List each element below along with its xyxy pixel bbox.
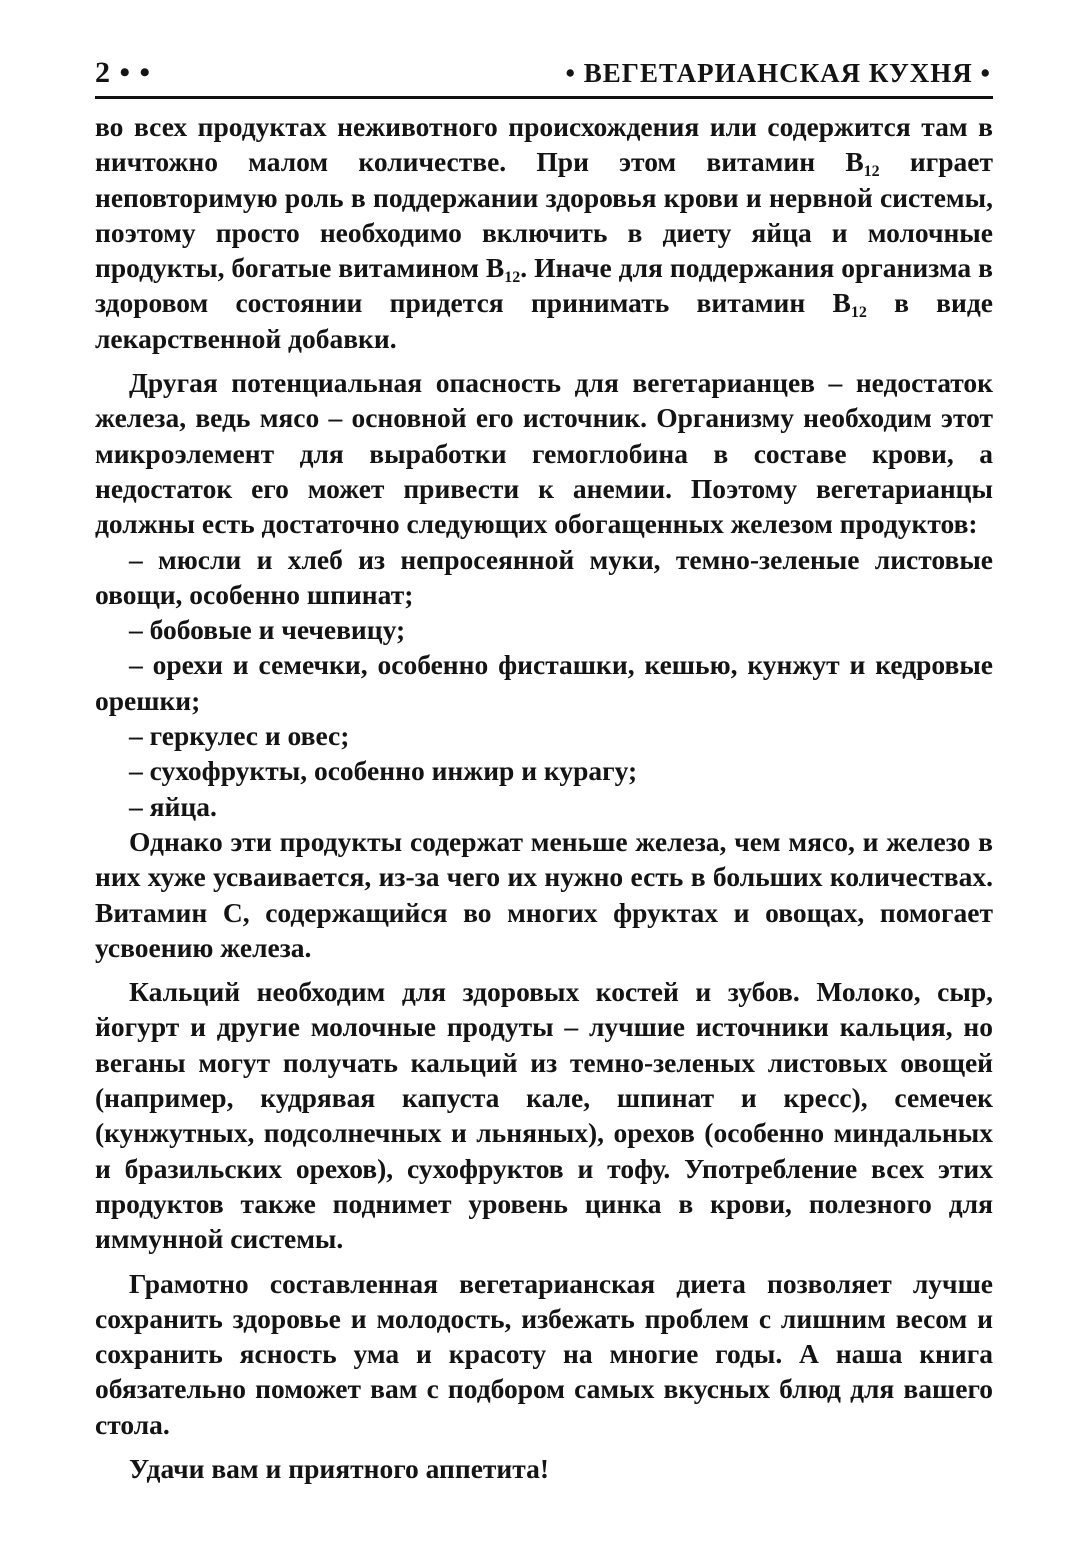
- book-page: [95, 52, 993, 1486]
- running-header: [95, 52, 993, 99]
- list-item: – геркулес и овес;: [129, 720, 350, 752]
- list-item: – сухофрукты, особенно инжир и курагу;: [129, 755, 638, 787]
- paragraph-calcium: Кальций необходим для здоровых костей и зубов. Молоко, сыр, йогурт и другие молочные продуты – лучшие источники кальция, но веганы могут получать кальций из темно-зеленых листовых овощей (например, кудрявая капуста кале, шпинат и кресс), семечек (кунжутных, подсолнечных и льняных), орехов (особенно миндальных и бразильских орехов), сухофруктов и тофу. Употребление всех этих продуктов также поднимет уровень цинка в крови, полезного для иммунной системы.: [95, 976, 993, 1255]
- paragraph-conclusion: Грамотно составленная вегетарианская диета позволяет лучше сохранить здоровье и молодость, избежать проблем с лишним весом и сохранить ясность ума и красоту на многие годы. А наша книга обязательно поможет вам с подбором самых вкусных блюд для вашего стола.: [95, 1267, 993, 1440]
- paragraph-closing: Удачи вам и приятного аппетита!: [129, 1452, 550, 1484]
- paragraph-vitamin-b12: [95, 109, 993, 356]
- list-item: – яйца.: [129, 790, 217, 822]
- paragraph-text: во всех продуктах неживотного происхождения или содержится там в ничтожно малом количестве. При этом витамин В: [95, 111, 993, 178]
- paragraph-iron-absorption: Однако эти продукты содержат меньше железа, чем мясо, и железо в них хуже усваивается, из-за чего их нужно есть в больших количествах. Витамин С, содержащийся во многих фруктах и овощах, помогает усвоению железа.: [95, 825, 993, 963]
- paragraph-text: играет неповторимую роль в поддержании здоровья крови и нервной системы, поэтому просто необходимо включить в диету яйца и молочные продукты, богатые витамином В: [95, 146, 993, 284]
- list-item: – мюсли и хлеб из непросеянной муки, темно-зеленые листовые овощи, особенно шпинат;: [95, 543, 993, 610]
- list-item: – бобовые и чечевицу;: [129, 614, 406, 646]
- paragraph-text: в виде лекарственной добавки.: [95, 287, 993, 354]
- page-number: 2 • •: [95, 56, 152, 89]
- list-item: – орехи и семечки, особенно фисташки, кешью, кунжут и кедровые орешки;: [95, 649, 993, 716]
- body-text: [95, 109, 993, 1486]
- paragraph-iron-deficiency: Другая потенциальная опасность для вегетарианцев – недостаток железа, ведь мясо – основной его источник. Организму необходим этот микроэлемент для выработки гемоглобина в составе крови, а недостаток его может привести к анемии. Поэтому вегетарианцы должны есть достаточно следующих обогащенных железом продуктов:: [95, 367, 993, 540]
- subscript: 12: [504, 269, 521, 287]
- subscript: 12: [863, 163, 880, 181]
- paragraph-text: . Иначе для поддержания организма в здоровом состоянии придется принимать витамин В: [95, 252, 993, 319]
- subscript: 12: [850, 304, 867, 322]
- running-title: • ВЕГЕТАРИАНСКАЯ КУХНЯ •: [565, 58, 991, 88]
